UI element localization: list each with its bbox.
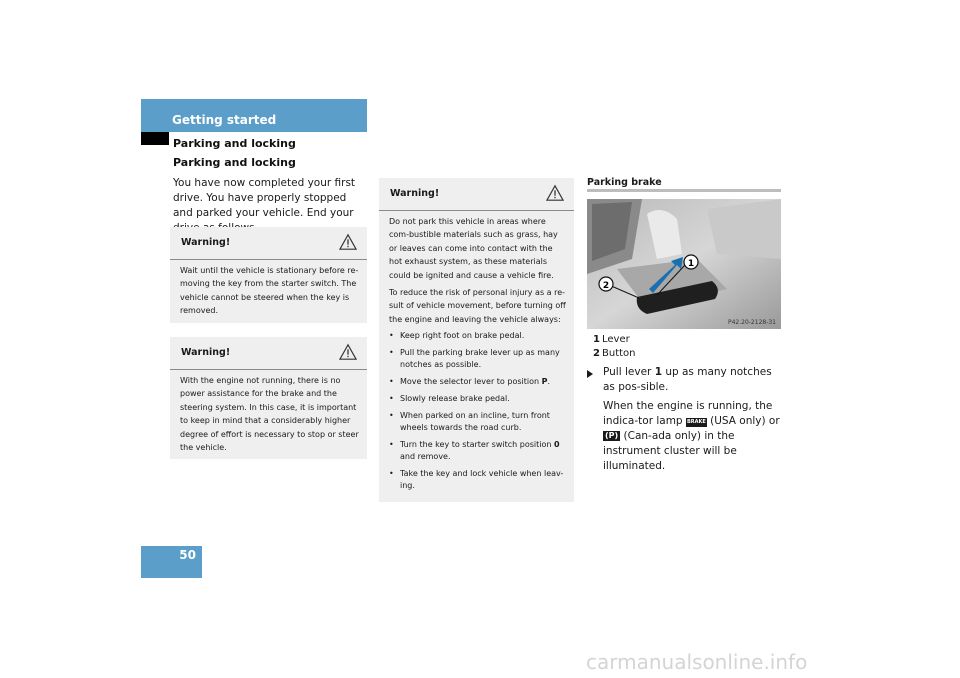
warning-box-1 xyxy=(170,227,367,323)
list-item: • Keep right foot on brake pedal. xyxy=(389,330,566,342)
warning-box-header xyxy=(170,227,367,260)
legend-item-button: 2 Button xyxy=(593,348,636,359)
warning-box-header xyxy=(170,337,367,370)
section-divider xyxy=(587,189,781,192)
instruction-step xyxy=(603,365,783,478)
svg-text:2: 2 xyxy=(602,281,610,291)
step-arrow-icon xyxy=(587,370,593,378)
warning-triangle-icon xyxy=(339,233,357,251)
warning-box-3 xyxy=(379,178,574,502)
list-item: • When parked on an incline, turn front wheels towards the road curb. xyxy=(389,410,566,434)
figure-code: P42.20-2128-31 xyxy=(727,319,776,326)
list-item: • Slowly release brake pedal. xyxy=(389,393,566,405)
brake-lamp-icon: BRAKE xyxy=(686,419,706,425)
legend-item-lever: 1 Lever xyxy=(593,334,630,345)
warning-title: Warning! xyxy=(181,237,231,248)
svg-text:1: 1 xyxy=(687,259,695,269)
list-item: • Pull the parking brake lever up as many notches as possible. xyxy=(389,347,566,371)
warning-paragraph: To reduce the risk of personal injury as a re-sult of vehicle movement, before turning off the engine and leaving the vehicle always: xyxy=(389,288,566,324)
parking-brake-title: Parking brake xyxy=(587,177,662,188)
warning-body xyxy=(389,215,566,497)
warning-triangle-icon xyxy=(546,184,564,202)
page-number: 50 xyxy=(179,548,196,562)
step-result-text: When the engine is running, the indica-tor lamp BRAKE (USA only) or (P) (Can-ada only) in the instrument cluster will be illuminated. xyxy=(603,400,780,472)
list-item: • Turn the key to starter switch position 0 and remove. xyxy=(389,439,566,463)
intro-paragraph: You have now completed your first drive. You have properly stopped and parked your vehicle. End your xyxy=(173,177,356,219)
page-heading: Parking and locking xyxy=(173,156,296,169)
warning-box-header xyxy=(379,178,574,211)
warning-triangle-icon xyxy=(339,343,357,361)
list-item: • Move the selector lever to position P. xyxy=(389,376,566,388)
warning-paragraph: Do not park this vehicle in areas where com-bustible materials such as grass, hay or leaves can come into contact with the hot exhaust system, as these materials could be ignited and cause a vehicle fire. xyxy=(389,217,558,280)
warning-title: Warning! xyxy=(181,347,231,358)
warning-title: Warning! xyxy=(390,188,440,199)
section-title: Getting started xyxy=(172,113,277,127)
warning-box-2 xyxy=(170,337,367,459)
subsection-title: Parking and locking xyxy=(173,137,296,150)
step-text: Pull lever 1 up as many notches as pos-sible. xyxy=(603,366,772,393)
brake-lamp-canada-icon: (P) xyxy=(605,431,619,440)
watermark: carmanualsonline.info xyxy=(586,650,808,674)
warning-body: Wait until the vehicle is stationary before re-moving the key from the starter switch. The vehicle cannot be steered when the key is removed. xyxy=(180,266,359,316)
section-tab-marker xyxy=(141,132,169,145)
safety-checklist xyxy=(389,330,566,492)
list-item: • Take the key and lock vehicle when leav-ing. xyxy=(389,468,566,492)
parking-brake-figure xyxy=(587,199,781,329)
warning-body: With the engine not running, there is no power assistance for the brake and the steering system. In this case, it is important to keep in mind that a considerably higher degree of effort is necessary to stop or steer the vehicle. xyxy=(180,376,359,453)
